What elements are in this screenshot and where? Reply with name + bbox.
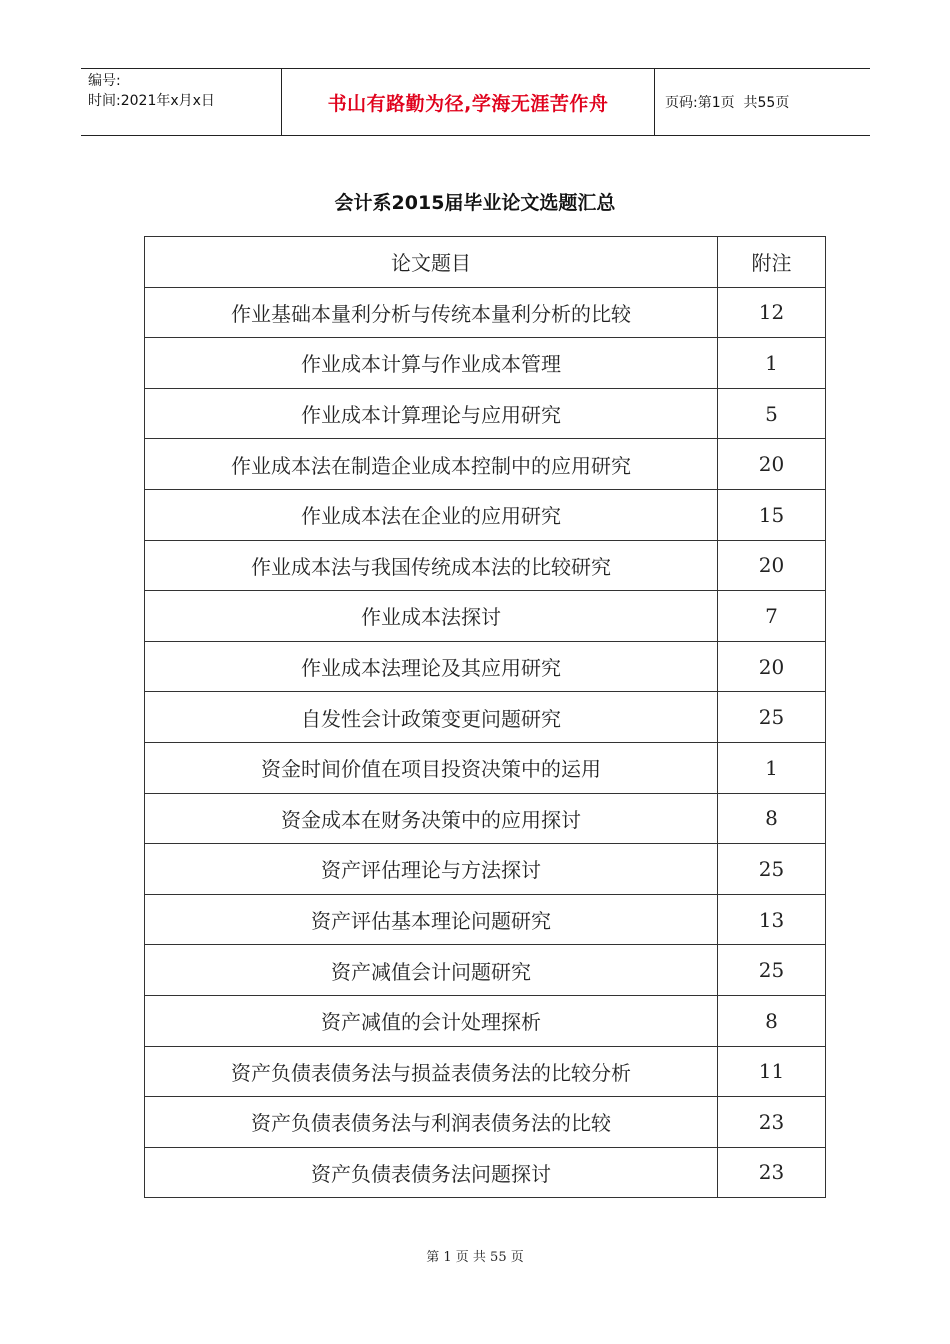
topic-cell: 资产评估理论与方法探讨: [145, 844, 718, 895]
header-page-info-cell: [655, 69, 870, 135]
note-cell: 20: [718, 540, 826, 591]
table-row: [145, 540, 826, 591]
table-row: [145, 844, 826, 895]
topic-cell: 资产评估基本理论问题研究: [145, 894, 718, 945]
table-row: [145, 945, 826, 996]
topic-cell: 资产负债表债务法与利润表债务法的比较: [145, 1097, 718, 1148]
topic-cell: 作业成本计算理论与应用研究: [145, 388, 718, 439]
column-header-note: 附注: [718, 237, 826, 288]
topic-cell: 资产负债表债务法问题探讨: [145, 1147, 718, 1198]
table-row: [145, 1097, 826, 1148]
note-cell: 8: [718, 995, 826, 1046]
page-header: [81, 68, 870, 136]
topic-cell: 作业基础本量利分析与传统本量利分析的比较: [145, 287, 718, 338]
table-row: [145, 388, 826, 439]
topic-cell: 资金时间价值在项目投资决策中的运用: [145, 742, 718, 793]
table-row: [145, 692, 826, 743]
document-time-label: 时间:2021年x月x日: [88, 93, 215, 109]
topic-cell: 作业成本法在制造企业成本控制中的应用研究: [145, 439, 718, 490]
note-cell: 23: [718, 1147, 826, 1198]
topic-cell: 作业成本计算与作业成本管理: [145, 338, 718, 389]
document-title: 会计系2015届毕业论文选题汇总: [334, 192, 616, 214]
note-cell: 23: [718, 1097, 826, 1148]
topic-cell: 作业成本法在企业的应用研究: [145, 489, 718, 540]
topic-cell: 作业成本法探讨: [145, 591, 718, 642]
note-cell: 15: [718, 489, 826, 540]
header-motto-cell: [282, 69, 655, 135]
table-row: [145, 641, 826, 692]
table-row: [145, 1147, 826, 1198]
header-page-info: 页码:第1页 共55页: [665, 95, 790, 111]
topic-cell: 资产减值的会计处理探析: [145, 995, 718, 1046]
note-cell: 25: [718, 844, 826, 895]
topic-cell: 资产负债表债务法与损益表债务法的比较分析: [145, 1046, 718, 1097]
table-row: [145, 439, 826, 490]
topic-cell: 资金成本在财务决策中的应用探讨: [145, 793, 718, 844]
topic-cell: 作业成本法理论及其应用研究: [145, 641, 718, 692]
note-cell: 1: [718, 742, 826, 793]
table-row: [145, 995, 826, 1046]
table-row: [145, 287, 826, 338]
note-cell: 8: [718, 793, 826, 844]
note-cell: 25: [718, 692, 826, 743]
header-meta: [81, 69, 282, 135]
note-cell: 11: [718, 1046, 826, 1097]
page-footer: [0, 1246, 950, 1265]
table-row: [145, 793, 826, 844]
note-cell: 13: [718, 894, 826, 945]
table-row: [145, 591, 826, 642]
note-cell: 1: [718, 338, 826, 389]
header-motto: 书山有路勤为径,学海无涯苦作舟: [327, 92, 609, 115]
topic-cell: 资产减值会计问题研究: [145, 945, 718, 996]
topics-table: [144, 236, 826, 1198]
note-cell: 12: [718, 287, 826, 338]
column-header-topic: 论文题目: [145, 237, 718, 288]
table-row: [145, 894, 826, 945]
table-header-row: [145, 237, 826, 288]
note-cell: 20: [718, 641, 826, 692]
document-number-label: 编号:: [88, 73, 121, 89]
note-cell: 7: [718, 591, 826, 642]
note-cell: 5: [718, 388, 826, 439]
table-row: [145, 742, 826, 793]
table-row: [145, 338, 826, 389]
note-cell: 25: [718, 945, 826, 996]
table-row: [145, 489, 826, 540]
topic-cell: 作业成本法与我国传统成本法的比较研究: [145, 540, 718, 591]
footer-page-number: 第 1 页 共 55 页: [426, 1250, 524, 1265]
topic-cell: 自发性会计政策变更问题研究: [145, 692, 718, 743]
note-cell: 20: [718, 439, 826, 490]
table-row: [145, 1046, 826, 1097]
